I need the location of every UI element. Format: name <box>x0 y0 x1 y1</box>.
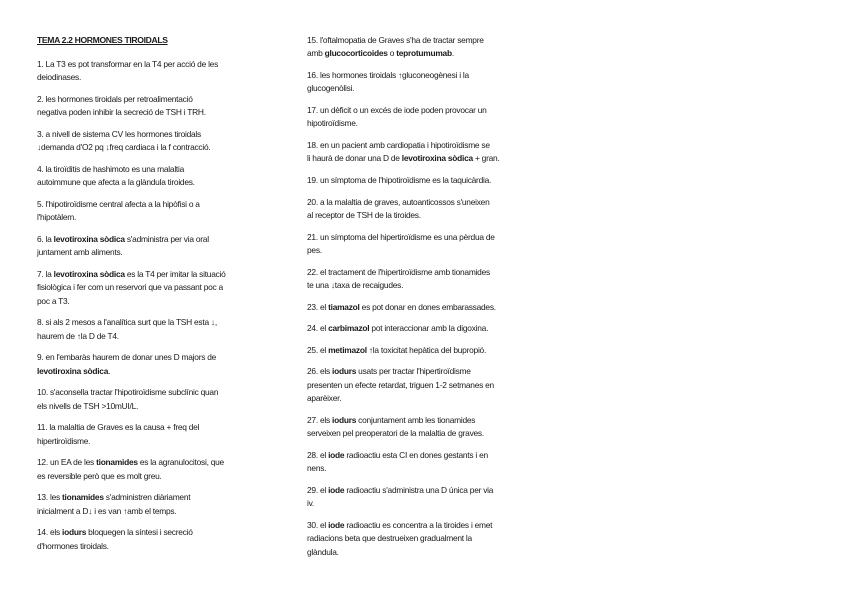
statement-line <box>307 152 547 165</box>
statement-item <box>37 268 277 308</box>
drug-name-bold: levotiroxina sòdica <box>37 365 109 376</box>
statement-text: 22. el tractament de l'hipertiroïdisme amb tionamides <box>307 266 490 277</box>
statement-line <box>307 484 547 497</box>
statement-text: + gran. <box>472 153 500 164</box>
statement-line <box>307 34 547 47</box>
statement-text: ↑la toxicitat hepàtica del bupropió. <box>366 344 487 355</box>
statement-line <box>37 106 277 119</box>
statement-text: 12. un EA de les <box>37 457 97 468</box>
statement-text: 20. a la malaltia de graves, autoanticossos s'uneixen <box>307 196 490 207</box>
statement-text: . <box>451 48 454 59</box>
statement-line <box>37 400 277 413</box>
statement-text: 2. les hormones tiroidals per retroalimentació <box>37 94 193 104</box>
drug-name-bold: iodurs <box>332 366 357 377</box>
statement-text: d'hormones tiroidals. <box>37 540 109 551</box>
statement-line <box>307 117 547 130</box>
statement-text: 24. el <box>307 323 329 334</box>
statement-item <box>37 491 277 518</box>
statement-line <box>37 316 277 329</box>
left-statement-list <box>37 58 277 553</box>
statement-line <box>37 211 277 224</box>
statement-text: 29. el <box>307 484 329 495</box>
statement-item <box>307 449 547 476</box>
statement-line <box>37 268 277 281</box>
left-column <box>37 34 277 561</box>
statement-item <box>307 484 547 511</box>
statement-text: s'administren diàriament <box>103 492 191 503</box>
statement-text: . <box>108 365 111 376</box>
statement-item <box>307 34 547 61</box>
statement-item <box>307 139 547 166</box>
statement-item <box>37 351 277 378</box>
statement-text: es la T4 per imitar la situació <box>124 269 226 279</box>
statement-item <box>307 344 547 357</box>
statement-line <box>37 93 277 106</box>
statement-text: al receptor de TSH de la tiroides. <box>307 210 421 220</box>
statement-text: serveixen pel preoperatori de la malaltia de graves. <box>307 428 484 439</box>
statement-text: 23. el <box>307 301 329 312</box>
statement-text: pes. <box>307 245 322 255</box>
statement-line <box>307 69 547 82</box>
statement-text: es pot donar en dones embarassades. <box>359 301 496 312</box>
statement-line <box>307 519 547 532</box>
statement-text: te una ↓taxa de recaigudes. <box>307 280 404 290</box>
statement-text: haurem de ↑la D de T4. <box>37 330 119 341</box>
statement-line <box>307 196 547 209</box>
statement-text: 27. els <box>307 414 333 425</box>
statement-line <box>37 456 277 469</box>
statement-item <box>37 316 277 343</box>
statement-item <box>37 198 277 225</box>
statement-line <box>307 209 547 222</box>
statement-item <box>307 301 547 314</box>
right-column <box>307 34 547 567</box>
statement-text: inicialment a D↓ i es van ↑amb el temps. <box>37 505 177 516</box>
statement-line <box>37 233 277 246</box>
statement-text: 30. el <box>307 519 329 530</box>
statement-line <box>37 470 277 483</box>
statement-item <box>37 233 277 260</box>
statement-line <box>37 281 277 294</box>
statement-line <box>307 139 547 152</box>
statement-line <box>37 351 277 364</box>
statement-text: radioactiu esta CI en dones gestants i en <box>344 449 488 460</box>
statement-text: nens. <box>307 463 327 474</box>
drug-name-bold: iodurs <box>332 414 357 425</box>
statement-text: 7. la <box>37 269 54 279</box>
drug-name-bold: iode <box>328 449 345 460</box>
statement-text: negativa poden inhibir la secreció de TSH i TRH. <box>37 107 206 118</box>
statement-line <box>307 244 547 257</box>
drug-name-bold: iodurs <box>62 527 87 538</box>
statement-line <box>37 198 277 211</box>
drug-name-bold: tiamazol <box>328 301 360 312</box>
statement-text: ↓demanda d'O2 pq ↓freq cardiaca i la f contracció. <box>37 142 211 153</box>
statement-text: 16. les hormones tiroidals ↑gluconeogènesi i la <box>307 70 469 80</box>
statement-text: poc a T3. <box>37 295 70 306</box>
statement-line <box>307 462 547 475</box>
statement-item <box>37 526 277 553</box>
drug-name-bold: tionamides <box>96 457 138 468</box>
statement-text: 1. La T3 es pot transformar en la T4 per acció de les <box>37 59 219 69</box>
statement-item <box>307 414 547 441</box>
statement-line <box>37 526 277 539</box>
statement-text: 6. la <box>37 234 54 244</box>
statement-line <box>307 301 547 314</box>
drug-name-bold: iode <box>328 484 345 495</box>
statement-item <box>37 58 277 85</box>
statement-text: 11. la malaltia de Graves es la causa + freq del <box>37 422 200 433</box>
statement-line <box>307 427 547 440</box>
statement-text: radiacions beta que destrueixen gradualment la <box>307 533 472 544</box>
statement-line <box>307 546 547 559</box>
statement-text: hipertiroïdisme. <box>37 435 91 446</box>
statement-line <box>37 365 277 378</box>
drug-name-bold: glucocorticoides <box>324 48 388 59</box>
statement-text: glàndula. <box>307 546 339 557</box>
statement-line <box>307 279 547 292</box>
statement-text: autoimmune que afecta a la glàndula tiroides. <box>37 177 195 188</box>
statement-line <box>307 104 547 117</box>
statement-line <box>37 141 277 154</box>
statement-item <box>37 93 277 120</box>
statement-item <box>307 231 547 258</box>
statement-text: usats per tractar l'hipertiroïdisme <box>356 366 471 377</box>
statement-text: 28. el <box>307 449 329 460</box>
statement-text: deiodinases. <box>37 72 82 83</box>
statement-line <box>307 414 547 427</box>
statement-line <box>37 505 277 518</box>
statement-text: 26. els <box>307 366 333 377</box>
statement-text: 21. un símptoma del hipertiroïdisme es una pèrdua de <box>307 231 495 242</box>
statement-line <box>37 540 277 553</box>
statement-text: bloquegen la síntesi i secreció <box>86 527 193 538</box>
statement-line <box>37 176 277 189</box>
statement-text: presenten un efecte retardat, triguen 1-2 setmanes en <box>307 379 494 390</box>
statement-item <box>37 128 277 155</box>
statement-line <box>37 71 277 84</box>
statement-text: 9. en l'embaràs haurem de donar unes D majors de <box>37 352 217 363</box>
statement-line <box>307 344 547 357</box>
statement-item <box>307 519 547 559</box>
statement-text: 25. el <box>307 344 329 355</box>
statement-text: s'administra per via oral <box>124 234 209 244</box>
statement-text: 3. a nivell de sistema CV les hormones tiroidals <box>37 129 201 139</box>
statement-line <box>37 421 277 434</box>
statement-text: 18. en un pacient amb cardiopatia i hipotiroïdisme se <box>307 140 490 150</box>
drug-name-bold: carbimazol <box>328 323 370 334</box>
statement-text: es la agranulocitosi, que <box>137 457 224 468</box>
statement-text: iv. <box>307 498 315 509</box>
statement-text: els nivells de TSH >10mUI/L. <box>37 400 139 411</box>
statement-item <box>307 266 547 293</box>
statement-text: l'hipotàlem. <box>37 212 77 223</box>
statement-line <box>37 491 277 504</box>
statement-line <box>307 365 547 378</box>
statement-text: conjuntament amb les tionamides <box>356 414 476 425</box>
statement-item <box>307 196 547 223</box>
drug-name-bold: metimazol <box>328 344 367 355</box>
statement-item <box>307 322 547 335</box>
statement-text: fisiològica i fer com un reservori que va passant poc a <box>37 282 223 293</box>
statement-line <box>307 82 547 95</box>
statement-text: radioactiu es concentra a la tiroides i emet <box>344 519 493 530</box>
statement-item <box>37 421 277 448</box>
drug-name-bold: levotiroxina sòdica <box>53 234 125 244</box>
statement-text: 4. la tiroïditis de hashimoto es una malaltia <box>37 164 185 174</box>
statement-item <box>37 163 277 190</box>
drug-name-bold: teprotumumab <box>396 48 452 59</box>
statement-line <box>37 435 277 448</box>
statement-line <box>37 295 277 308</box>
statement-line <box>37 128 277 141</box>
statement-line <box>307 231 547 244</box>
drug-name-bold: levotiroxina sòdica <box>53 269 125 279</box>
statement-text: li haurà de donar una D de <box>307 153 402 164</box>
statement-text: aparèixer. <box>307 393 342 404</box>
statement-text: 8. si als 2 mesos a l'analítica surt que la TSH esta ↓, <box>37 317 217 328</box>
statement-item <box>37 386 277 413</box>
statement-item <box>37 456 277 483</box>
statement-text: es reversible però que es molt greu. <box>37 470 162 481</box>
statement-text: amb <box>307 48 325 59</box>
statement-text: 14. els <box>37 527 63 538</box>
statement-item <box>307 365 547 405</box>
statement-line <box>37 58 277 71</box>
statement-text: 17. un dèficit o un excés de iode poden provocar un <box>307 105 487 115</box>
statement-line <box>307 497 547 510</box>
statement-line <box>307 266 547 279</box>
statement-line <box>307 392 547 405</box>
statement-line <box>37 386 277 399</box>
statement-text: hipotiroïdisme. <box>307 118 358 129</box>
statement-text: glucogenòlisi. <box>307 83 355 94</box>
statement-line <box>37 246 277 259</box>
statement-text: o <box>387 48 397 59</box>
statement-line <box>307 532 547 545</box>
page-title: TEMA 2.2 HORMONES TIROIDALS <box>37 35 168 45</box>
statement-line <box>307 449 547 462</box>
drug-name-bold: levotiroxina sòdica <box>401 153 473 164</box>
statement-line <box>307 379 547 392</box>
statement-line <box>307 47 547 60</box>
statement-text: 13. les <box>37 492 63 503</box>
statement-text: 5. l'hipotiroïdisme central afecta a la hipòfisi o a <box>37 199 200 209</box>
statement-text: juntament amb aliments. <box>37 247 123 258</box>
statement-line <box>307 174 547 187</box>
statement-item <box>307 69 547 96</box>
statement-line <box>37 330 277 343</box>
drug-name-bold: tionamides <box>62 492 104 503</box>
statement-text: pot interaccionar amb la digoxina. <box>369 323 489 334</box>
statement-text: 15. l'oftalmopatia de Graves s'ha de tractar sempre <box>307 35 484 45</box>
drug-name-bold: iode <box>328 519 345 530</box>
statement-line <box>307 322 547 335</box>
statement-text: 10. s'aconsella tractar l'hipotiroïdisme subclínic quan <box>37 387 219 398</box>
statement-text: radioactiu s'administra una D única per via <box>344 484 494 495</box>
statement-text: 19. un símptoma de l'hipotiroïdisme es la taquicàrdia. <box>307 175 492 185</box>
statement-item <box>307 174 547 187</box>
statement-item <box>307 104 547 131</box>
statement-line <box>37 163 277 176</box>
right-statement-list <box>307 34 547 559</box>
